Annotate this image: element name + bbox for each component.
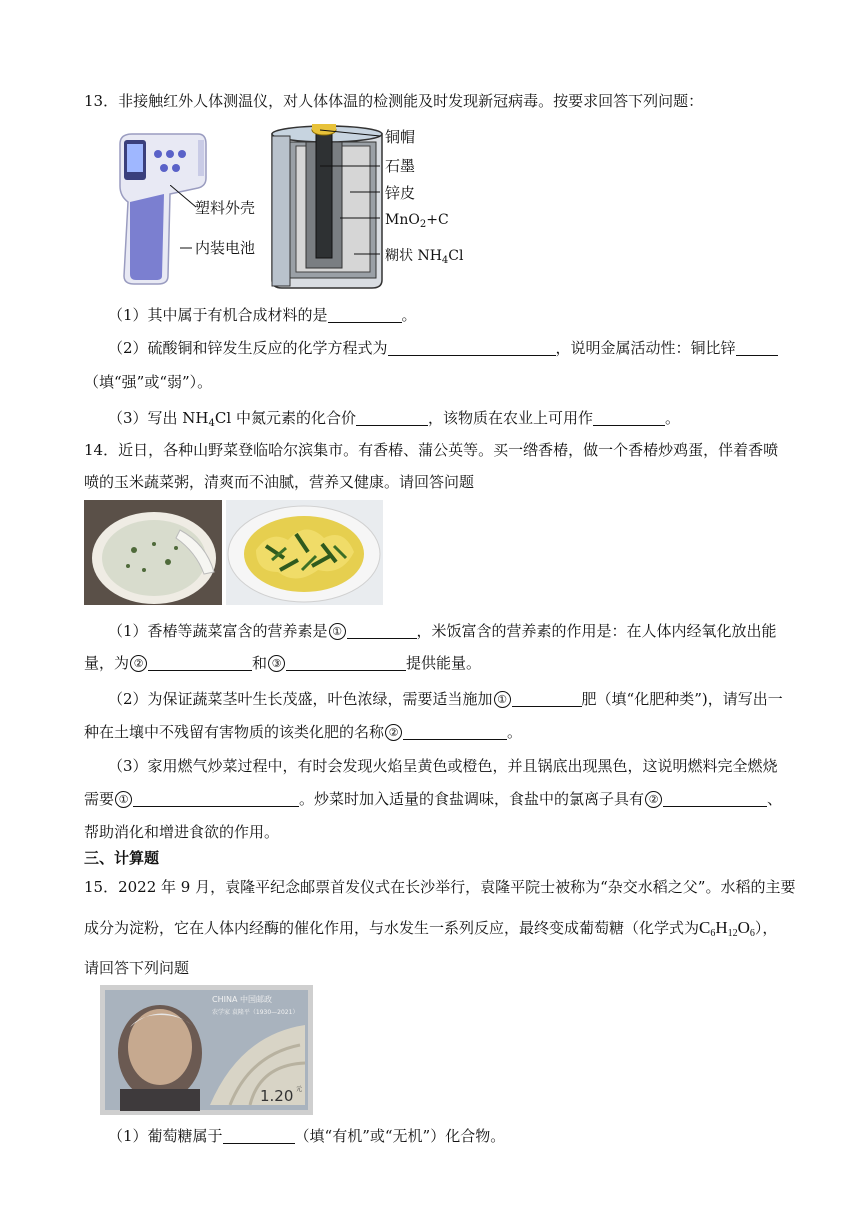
label-zinc: 锌皮 — [385, 184, 416, 202]
q14-part1 — [108, 621, 777, 641]
answer-blank[interactable] — [512, 690, 582, 707]
stamp-unit: 元 — [296, 1086, 303, 1093]
label-nh4cl — [385, 246, 464, 271]
circle-label-3: ③ — [268, 655, 285, 672]
q15-part1 — [108, 1126, 505, 1146]
section-heading: 三、计算题 — [84, 849, 160, 867]
q14-part3-cont — [84, 789, 782, 809]
q13-stem: 13．非接触红外人体测温仪，对人体体温的检测能及时发现新冠病毒。按要求回答下列问题： — [84, 92, 704, 110]
q13-p3-end: 。 — [664, 409, 680, 427]
q14-p3-mid: 。炒菜时加入适量的食盐调味，食盐中的氯离子具有 — [299, 790, 645, 808]
answer-blank[interactable] — [148, 654, 252, 671]
egg-dish-photo — [226, 500, 383, 605]
q14-stem-line2: 喷的玉米蔬菜粥，清爽而不油腻，营养又健康。请回答问题 — [84, 473, 475, 491]
q13-p2-text: （2）硫酸铜和锌发生反应的化学方程式为 — [108, 339, 388, 357]
nh4cl-tail: Cl — [448, 248, 464, 264]
q14-p2-mid: 肥（填“化肥种类”)，请写出一 — [581, 690, 783, 708]
answer-blank[interactable] — [286, 654, 406, 671]
commemorative-stamp — [100, 985, 313, 1115]
answer-blank[interactable] — [663, 790, 767, 807]
q13-p3-text2: Cl 中氮元素的化合价 — [214, 409, 356, 427]
q15-stem-end: ）， — [754, 919, 778, 937]
nh4cl-text: 糊状 NH — [385, 248, 442, 264]
circle-label-2: ② — [385, 724, 402, 741]
circle-label-1: ① — [494, 691, 511, 708]
q14-p1-text: （1）香椿等蔬菜富含的营养素是 — [108, 622, 328, 640]
q14-p2-end: 。 — [507, 723, 523, 741]
q13-part1 — [108, 305, 417, 325]
q13-p3-text: （3）写出 NH — [108, 409, 209, 427]
q14-p3-text: 需要 — [84, 790, 115, 808]
answer-blank[interactable] — [347, 622, 417, 639]
q14-part2-cont — [84, 722, 522, 742]
answer-blank[interactable] — [736, 339, 778, 356]
q15-stem-line1: 15．2022 年 9 月，袁隆平纪念邮票首发仪式在长沙举行，袁隆平院士被称为“杂交水稻之父”。水稻的主要 — [84, 878, 796, 896]
q14-stem-line1: 14．近日，各种山野菜登临哈尔滨集市。有香椿、蒲公英等。买一绺香椿，做一个香椿炒鸡蛋，伴着香喷 — [84, 441, 779, 459]
q13-part3 — [108, 408, 680, 434]
cell-leader-lines — [320, 126, 382, 266]
answer-blank[interactable] — [356, 409, 428, 426]
answer-blank[interactable] — [328, 306, 402, 323]
leader-line-plastic — [170, 185, 198, 213]
q13-p1-end: 。 — [401, 306, 417, 324]
q14-part2 — [108, 689, 783, 709]
q14-part3-end: 帮助消化和增进食欲的作用。 — [84, 823, 280, 841]
q15-p1-text: （1）葡萄糖属于 — [108, 1127, 223, 1145]
label-copper-cap: 铜帽 — [385, 128, 416, 146]
q15-stem-line3: 请回答下列问题 — [84, 959, 190, 977]
stamp-value: 1.20 — [260, 1087, 294, 1105]
stamp-caption: 农学家 袁隆平（1930—2021） — [212, 1009, 299, 1016]
glucose-formula: $C_6H_{12}O_6$ — [699, 918, 755, 939]
nh4-subscript: 4 — [208, 418, 215, 429]
q14-p1-end: 提供能量。 — [406, 654, 482, 672]
porridge-photo — [84, 500, 222, 605]
label-mno2 — [385, 210, 449, 235]
circle-label-2: ② — [645, 791, 662, 808]
q15-p1-end: （填“有机”或“无机”）化合物。 — [294, 1127, 506, 1145]
q14-p2-cont-text: 种在土壤中不残留有害物质的该类化肥的名称 — [84, 723, 385, 741]
mno2-tail: +C — [426, 212, 449, 228]
mno2-text: MnO — [385, 212, 420, 228]
q14-p3-end: 、 — [767, 790, 783, 808]
stamp-country-label: CHINA 中国邮政 — [212, 995, 272, 1004]
formula-sub-12: 12 — [727, 928, 738, 939]
q13-part2-cont: （填“强”或“弱”）。 — [84, 373, 213, 391]
circle-label-1: ① — [115, 791, 132, 808]
answer-blank[interactable] — [403, 723, 507, 740]
q14-p1-mid: ，米饭富含的营养素的作用是：在人体内经氧化放出能 — [416, 622, 777, 640]
circle-label-2: ② — [130, 655, 147, 672]
label-graphite: 石墨 — [385, 157, 416, 175]
q15-stem-line2 — [84, 918, 777, 944]
answer-blank[interactable] — [593, 409, 665, 426]
q15-stem-text: 成分为淀粉，它在人体内经酶的催化作用，与水发生一系列反应，最终变成葡萄糖（化学式为 — [84, 919, 700, 937]
label-plastic-shell: 塑料外壳 — [195, 199, 256, 217]
q13-p2-mid: ，说明金属活动性：铜比锌 — [555, 339, 736, 357]
q13-part2 — [108, 338, 778, 358]
q14-p2-text: （2）为保证蔬菜茎叶生长茂盛，叶色浓绿，需要适当施加 — [108, 690, 493, 708]
mno2-subscript: 2 — [419, 219, 427, 230]
q13-p3-mid: ，该物质在农业上可用作 — [427, 409, 593, 427]
q14-part1-cont — [84, 653, 481, 673]
circle-label-1: ① — [329, 623, 346, 640]
q14-part3: （3）家用燃气炒菜过程中，有时会发现火焰呈黄色或橙色，并且锅底出现黑色，这说明燃料完全燃烧 — [108, 757, 778, 775]
q14-p1-cont-text: 量，为 — [84, 654, 130, 672]
nh4cl-subscript: 4 — [441, 255, 449, 266]
label-battery: 内装电池 — [195, 239, 256, 257]
formula-sub-6: 6 — [710, 928, 716, 939]
q14-p1-and: 和 — [252, 654, 268, 672]
q13-p1-text: （1）其中属于有机合成材料的是 — [108, 306, 328, 324]
answer-blank[interactable] — [133, 790, 299, 807]
answer-blank[interactable] — [223, 1127, 295, 1144]
formula-sub-6b: 6 — [749, 928, 755, 939]
answer-blank[interactable] — [388, 339, 556, 356]
